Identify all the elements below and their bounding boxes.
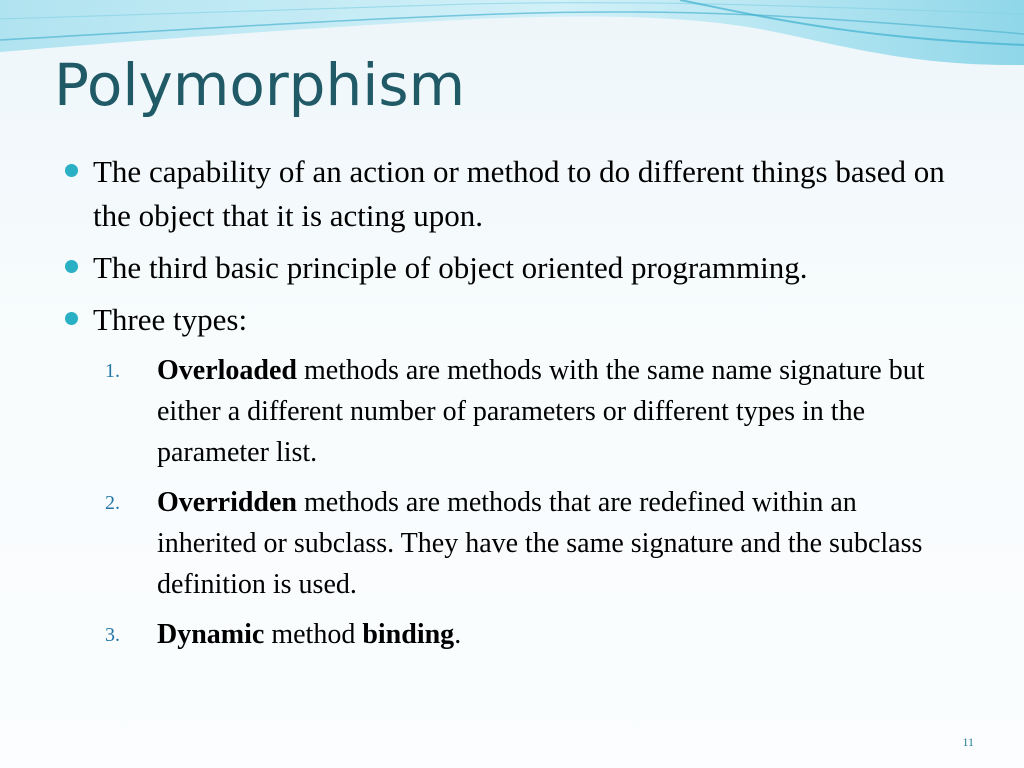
list-number: 2. [105,492,120,514]
numbered-list [105,350,947,655]
page-number: 11 [962,735,974,749]
bullet-text: Three types: [93,302,248,337]
definition-text: method [264,619,363,650]
term-bold: binding [362,619,455,650]
slide-title: Polymorphism [54,51,466,119]
bullet-dot-icon [65,312,78,325]
numbered-item-dynamic-binding [105,614,947,655]
bullet-item [62,298,962,342]
term-bold: Overridden [157,487,297,518]
bullet-dot-icon [65,164,78,177]
bullet-item [62,246,962,290]
term-bold: Overloaded [157,355,297,386]
term-bold: Dynamic [157,619,265,650]
slide-content [62,150,962,664]
definition-text: methods are methods with the same name signature but either a different number of parameters or different types in the parameter list. [157,355,925,468]
list-number: 3. [105,624,120,646]
definition-text: . [454,619,462,650]
bullet-dot-icon [65,260,78,273]
definition-text: methods are methods that are redefined within an inherited or subclass. They have the same signature and the subclass definition is used. [157,487,923,600]
bullet-text: The capability of an action or method to do different things based on the object that it is acting upon. [93,154,945,233]
list-number: 1. [105,360,120,382]
bullet-item [62,150,962,238]
numbered-item-overridden [105,482,947,605]
numbered-item-overloaded [105,350,947,473]
bullet-text: The third basic principle of object oriented programming. [93,250,808,285]
